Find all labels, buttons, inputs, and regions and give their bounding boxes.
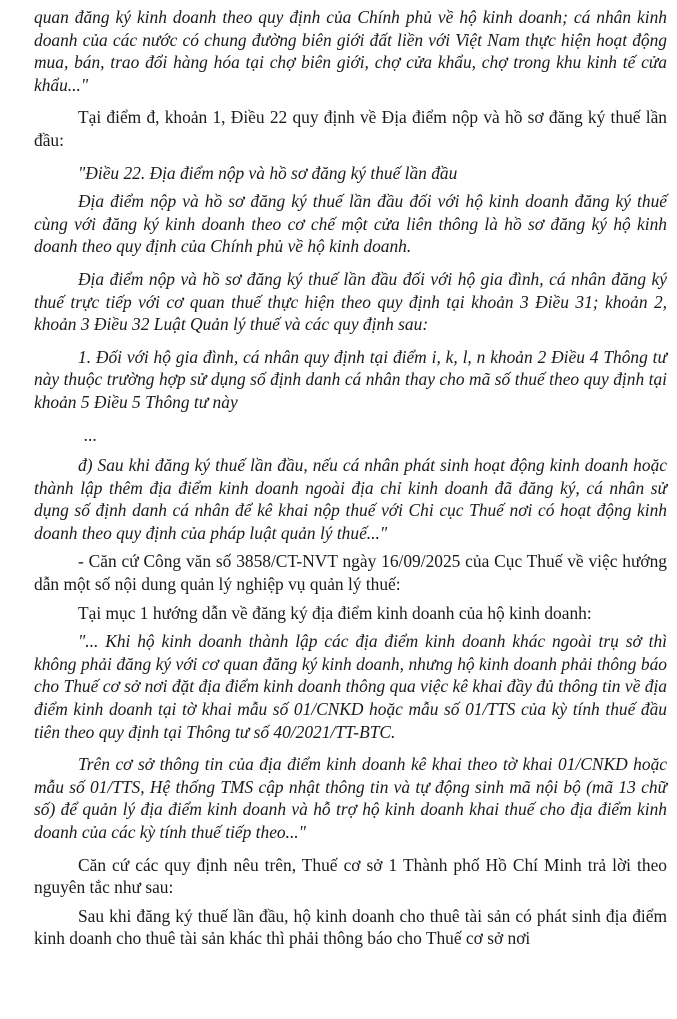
paragraph-9: - Căn cứ Công văn số 3858/CT-NVT ngày 16/09/2025 của Cục Thuế về việc hướng dẫn một số nội dung quản lý nghiệp vụ quản lý thuế: (34, 551, 667, 595)
paragraph-1: quan đăng ký kinh doanh theo quy định của Chính phủ về hộ kinh doanh; cá nhân kinh doanh của các nước có chung đường biên giới đất liền với Việt Nam thực hiện hoạt động mua, bán, trao đổi hàng hóa tại chợ biên giới, chợ cửa khẩu, chợ trong khu kinh tế cửa khẩu..." (34, 7, 667, 95)
paragraph-4: Địa điểm nộp và hồ sơ đăng ký thuế lần đầu đối với hộ kinh doanh đăng ký thuế cùng với đăng ký kinh doanh theo cơ chế một cửa liên thông là hồ sơ đăng ký hộ kinh doanh theo quy định của Chính phủ về hộ kinh doanh. (34, 191, 667, 257)
paragraph-6: 1. Đối với hộ gia đình, cá nhân quy định tại điểm i, k, l, n khoản 2 Điều 4 Thông tư này thuộc trường hợp sử dụng số định danh cá nhân thay cho mã số thuế theo quy định tại khoản 5 Điều 5 Thông tư này (34, 346, 667, 412)
paragraph-2: Tại điểm đ, khoản 1, Điều 22 quy định về Địa điểm nộp và hồ sơ đăng ký thuế lần đầu: (34, 107, 667, 150)
paragraph-8: đ) Sau khi đăng ký thuế lần đầu, nếu cá nhân phát sinh hoạt động kinh doanh hoặc thành lập thêm địa điểm kinh doanh ngoài địa chỉ kinh doanh đã đăng ký, cá nhân sử dụng số định danh cá nhân để kê khai nộp thuế với Chi cục Thuế nơi có hoạt động kinh doanh theo quy định của pháp luật quản lý thuế..." (34, 455, 667, 543)
paragraph-5: Địa điểm nộp và hồ sơ đăng ký thuế lần đầu đối với hộ gia đình, cá nhân đăng ký thuế trực tiếp với cơ quan thuế thực hiện theo quy định tại khoản 3 Điều 31; khoản 2, khoản 3 Điều 32 Luật Quản lý thuế và các quy định sau: (34, 268, 667, 335)
paragraph-14: Sau khi đăng ký thuế lần đầu, hộ kinh doanh cho thuê tài sản có phát sinh địa điểm kinh doanh cho thuê tài sản khác thì phải thông báo cho Thuế cơ sở nơi (34, 905, 667, 949)
paragraph-12: Trên cơ sở thông tin của địa điểm kinh doanh kê khai theo tờ khai 01/CNKD hoặc mẫu số 01/TTS, Hệ thống TMS cập nhật thông tin và tự động sinh mã nội bộ (mã 13 chữ số) để quản lý địa điểm kinh doanh và hỗ trợ hộ kinh doanh khai thuế cho địa điểm kinh doanh của các kỳ tính thuế tiếp theo..." (34, 754, 667, 842)
paragraph-3-heading: "Điều 22. Địa điểm nộp và hồ sơ đăng ký thuế lần đầu (78, 162, 458, 183)
paragraph-10: Tại mục 1 hướng dẫn về đăng ký địa điểm kinh doanh của hộ kinh doanh: (78, 602, 592, 623)
paragraph-11: "... Khi hộ kinh doanh thành lập các địa điểm kinh doanh khác ngoài trụ sở thì không phải đăng ký với cơ quan đăng ký kinh doanh, nhưng hộ kinh doanh phải thông báo cho Thuế cơ sở nơi đặt địa điểm kinh doanh thông qua việc kê khai đầy đủ thông tin về địa điểm kinh doanh tại tờ khai mẫu số 01/CNKD hoặc mẫu số 01/TTS của kỳ tính thuế đầu tiên theo quy định tại Thông tư số 40/2021/TT-BTC. (34, 631, 667, 742)
paragraph-13: Căn cứ các quy định nêu trên, Thuế cơ sở 1 Thành phố Hồ Chí Minh trả lời theo nguyên tắc như sau: (34, 854, 667, 898)
paragraph-7-ellipsis: ... (84, 424, 98, 445)
